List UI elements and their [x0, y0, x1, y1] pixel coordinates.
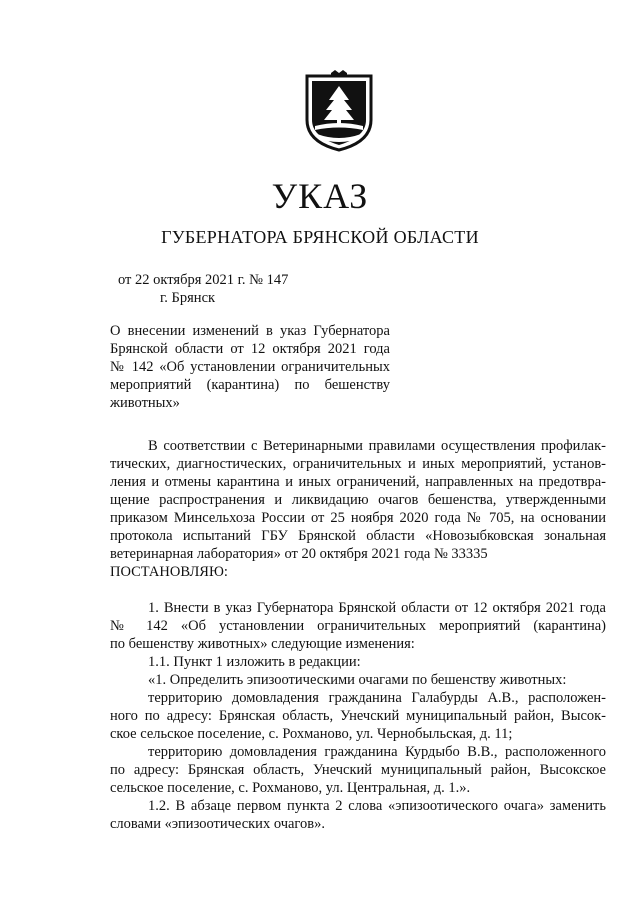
heading-line: мероприятий (карантина) по бешенству [110, 377, 390, 393]
item1-line: по бешенству животных» следующие изменения: [110, 636, 415, 652]
coat-of-arms-emblem [303, 70, 375, 152]
preamble-line: щение распространения и ликвидацию очагов бешенства, утвержденными [110, 492, 606, 508]
preamble-line: ления и отмены карантина и иных ограничений, направленных на предотвра- [110, 474, 606, 490]
preamble-line: приказом Минсельхоза России от 25 ноября 2020 года № 705, на основании [110, 510, 606, 526]
decree-city: г. Брянск [160, 290, 216, 306]
decree-word: ПОСТАНОВЛЯЮ: [110, 564, 228, 580]
territory1-line: ское сельское поселение, с. Рохманово, ул. Чернобыльская, д. 11; [110, 726, 513, 742]
document-subtitle: ГУБЕРНАТОРА БРЯНСКОЙ ОБЛАСТИ [161, 227, 479, 247]
heading-line: Брянской области от 12 октября 2021 года [110, 341, 390, 357]
decree-body [110, 437, 606, 833]
heading-line: О внесении изменений в указ Губернатора [110, 323, 390, 339]
decree-date-number: от 22 октября 2021 г. № 147 [118, 272, 289, 288]
territory2-line: территорию домовладения гражданина Курдыбо В.В., расположенного [148, 744, 606, 760]
heading-line: № 142 «Об установлении ограничительных [110, 359, 390, 375]
territory1-line: ного по адресу: Брянская область, Унечский муниципальный район, Высок- [110, 708, 606, 724]
preamble-line: ветеринарная лаборатория» от 20 октября 2021 года № 33335 [110, 546, 488, 562]
quote-intro-line: «1. Определить эпизоотическими очагами по бешенству животных: [148, 672, 567, 688]
territory2-line: сельское поселение, с. Рохманово, ул. Центральная, д. 1.». [110, 780, 471, 796]
territory1-line: территорию домовладения гражданина Галабурды А.В., расположен- [148, 690, 606, 706]
preamble-line: протокола испытаний ГБУ Брянской области «Новозыбковская зональная [110, 528, 606, 544]
item1-line: № 142 «Об установлении ограничительных мероприятий (карантина) [110, 618, 606, 634]
item1-2-line: 1.2. В абзаце первом пункта 2 слова «эпизоотического очага» заменить [148, 798, 606, 814]
item1-2-line: словами «эпизоотических очагов». [110, 816, 325, 832]
decree-heading [110, 322, 390, 412]
item1-line: 1. Внести в указ Губернатора Брянской области от 12 октября 2021 года [148, 600, 606, 616]
preamble-line: тических, диагностических, ограничительных и иных мероприятий, установ- [110, 456, 606, 472]
territory2-line: по адресу: Брянская область, Унечский муниципальный район, Высокское [110, 762, 606, 778]
item1-1-line: 1.1. Пункт 1 изложить в редакции: [148, 654, 361, 670]
document-title: УКАЗ [271, 176, 369, 216]
heading-line: животных» [110, 395, 180, 411]
preamble-line: В соответствии с Ветеринарными правилами осуществления профилак- [148, 438, 606, 454]
